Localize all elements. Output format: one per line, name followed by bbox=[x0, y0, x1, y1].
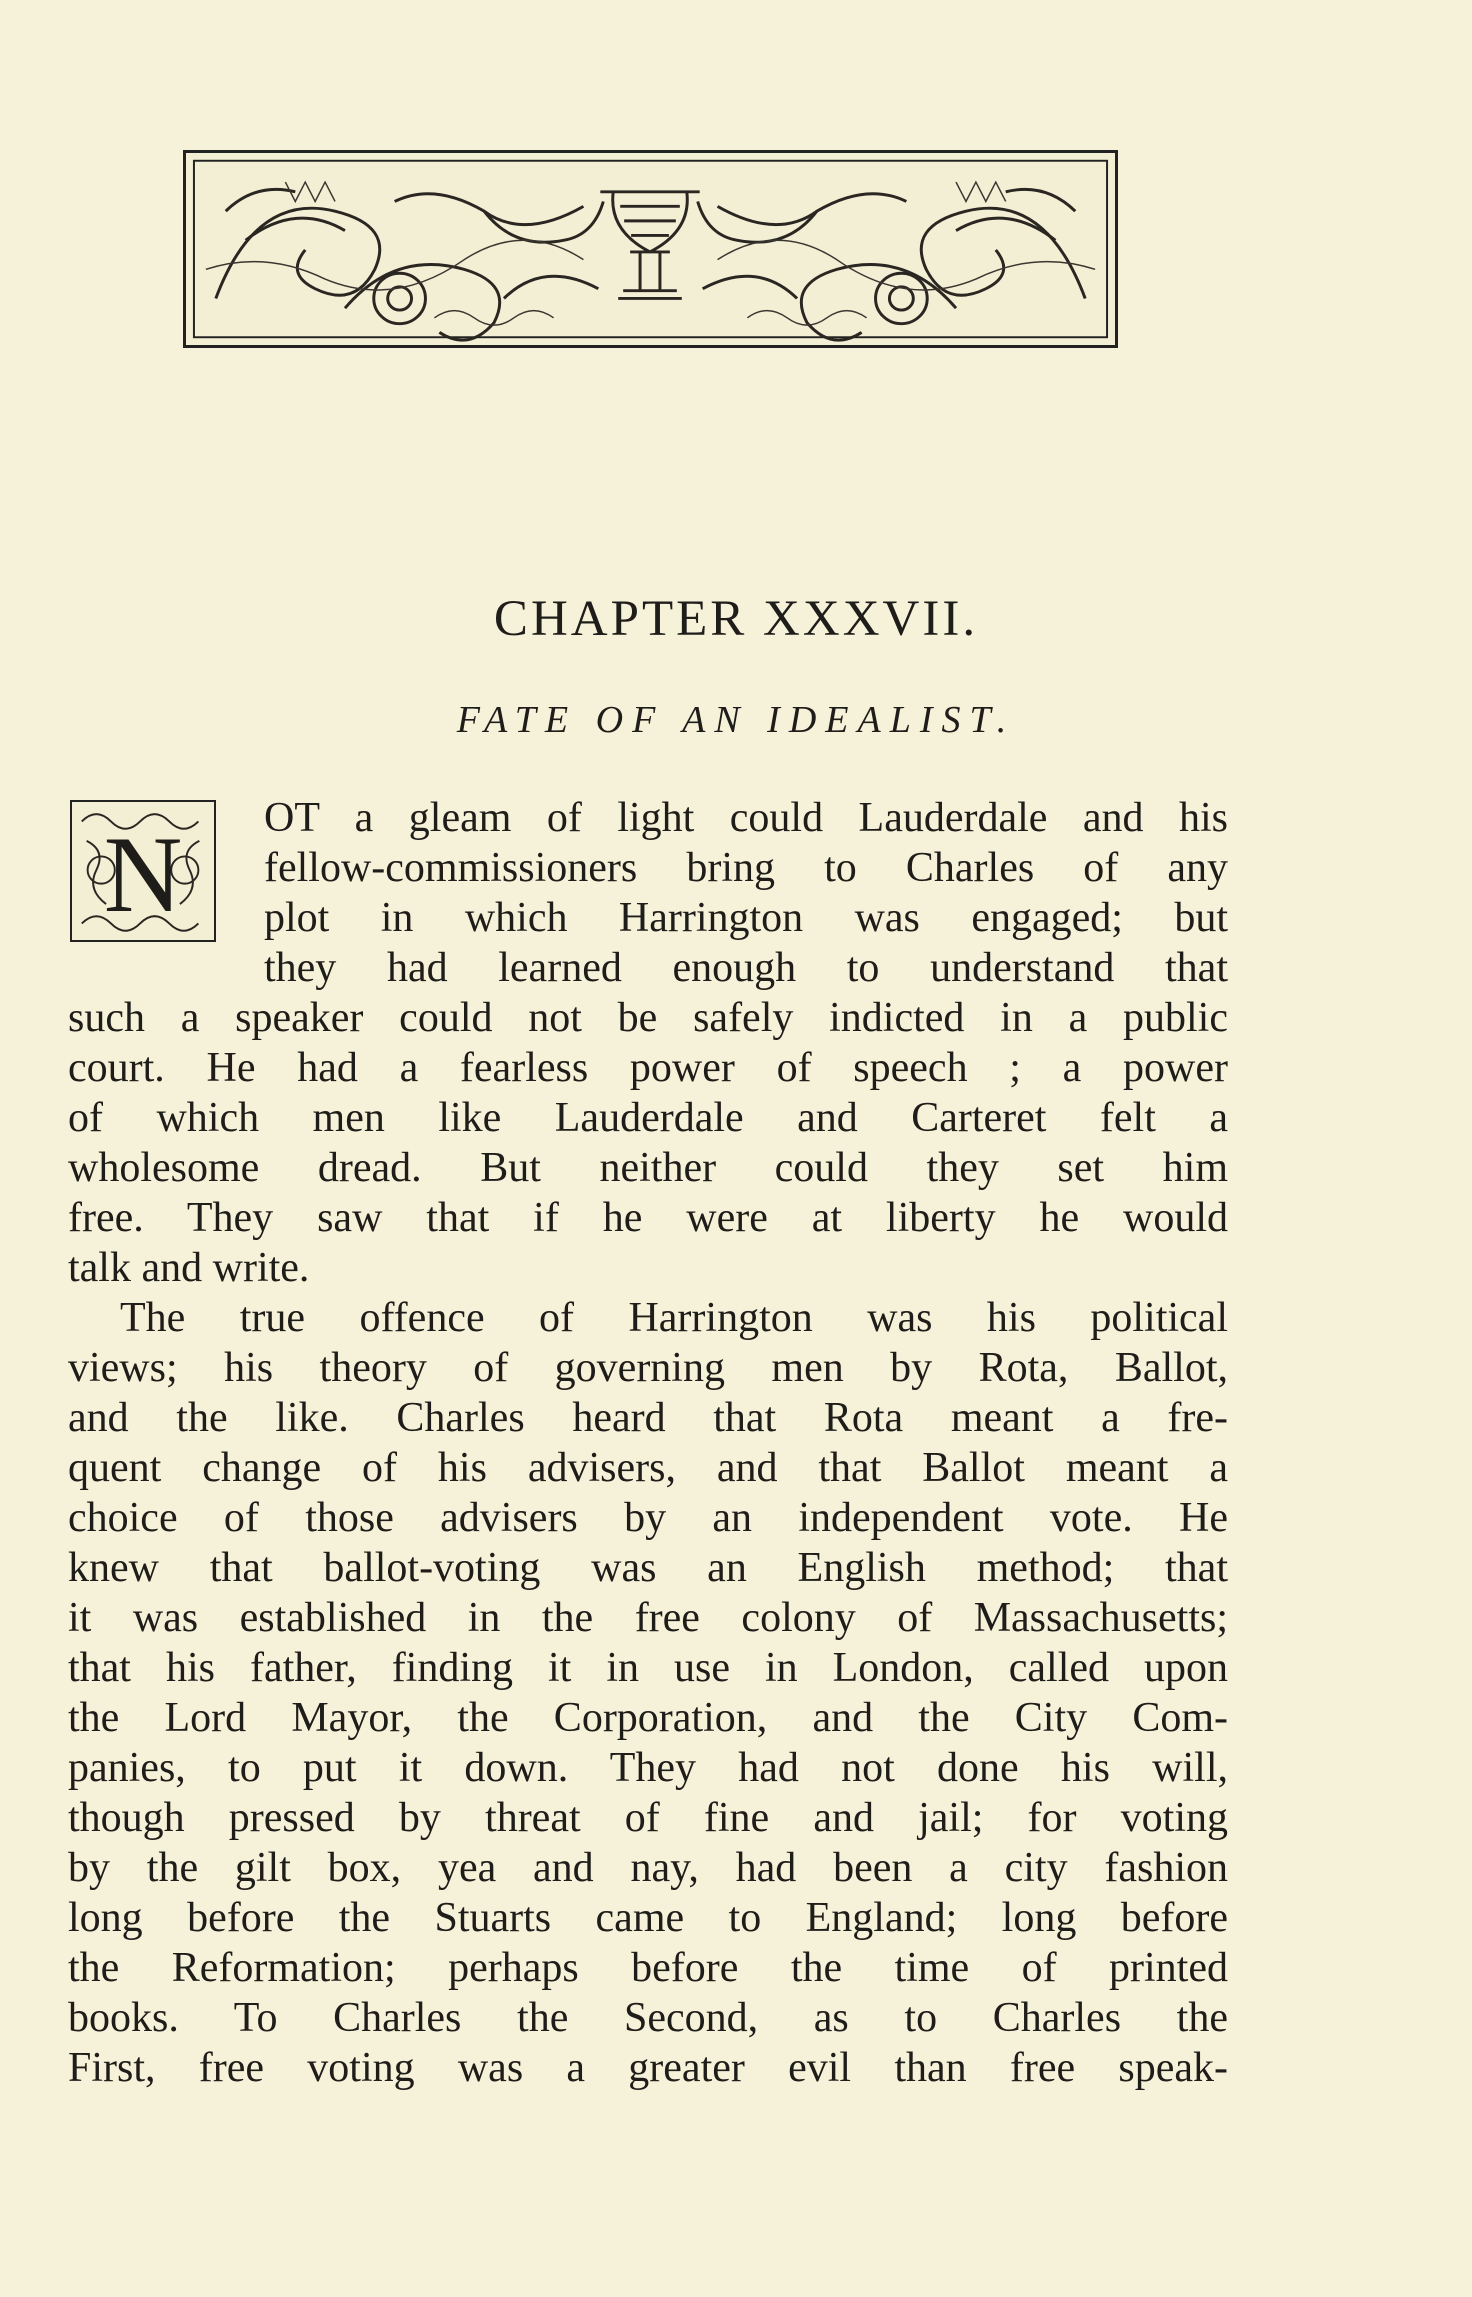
text-line: court. He had a fearless power of speech ; a power bbox=[68, 1045, 1228, 1091]
text-line: OT a gleam of light could Lauderdale and his bbox=[264, 795, 1228, 841]
text-line: it was established in the free colony of Massachusetts; bbox=[68, 1595, 1228, 1641]
text-line: plot in which Harrington was engaged; but bbox=[264, 895, 1228, 941]
dropcap-letter: N bbox=[103, 813, 183, 935]
text-line: knew that ballot-voting was an English method; that bbox=[68, 1545, 1228, 1591]
text-line: books. To Charles the Second, as to Charles the bbox=[68, 1995, 1228, 2041]
text-line: wholesome dread. But neither could they set him bbox=[68, 1145, 1228, 1191]
chapter-title: CHAPTER XXXVII. bbox=[493, 591, 979, 647]
text-line: fellow-commissioners bring to Charles of any bbox=[264, 845, 1228, 891]
text-line: panies, to put it down. They had not done his will, bbox=[68, 1745, 1228, 1791]
text-line: First, free voting was a greater evil than free speak- bbox=[68, 2045, 1228, 2091]
ornamental-headpiece bbox=[183, 150, 1118, 348]
text-line: the Lord Mayor, the Corporation, and the City Com- bbox=[68, 1695, 1228, 1741]
dropcap-ornament bbox=[70, 800, 216, 942]
text-line: quent change of his advisers, and that Ballot meant a bbox=[68, 1445, 1228, 1491]
text-line: of which men like Lauderdale and Carteret felt a bbox=[68, 1095, 1228, 1141]
text-line: talk and write. bbox=[68, 1245, 310, 1291]
text-line: the Reformation; perhaps before the time of printed bbox=[68, 1945, 1228, 1991]
dropcap-letter-icon bbox=[72, 802, 214, 940]
text-line: such a speaker could not be safely indicted in a public bbox=[68, 995, 1228, 1041]
chapter-subtitle: FATE OF AN IDEALIST. bbox=[456, 699, 1016, 741]
text-line: long before the Stuarts came to England; long before bbox=[68, 1895, 1228, 1941]
text-line: and the like. Charles heard that Rota meant a fre- bbox=[68, 1395, 1228, 1441]
text-line: that his father, finding it in use in London, called upon bbox=[68, 1645, 1228, 1691]
text-line: The true offence of Harrington was his political bbox=[120, 1295, 1228, 1341]
text-line: they had learned enough to understand that bbox=[264, 945, 1228, 991]
text-line: by the gilt box, yea and nay, had been a city fashion bbox=[68, 1845, 1228, 1891]
text-line: choice of those advisers by an independent vote. He bbox=[68, 1495, 1228, 1541]
text-line: views; his theory of governing men by Rota, Ballot, bbox=[68, 1345, 1228, 1391]
text-line: though pressed by threat of fine and jail; for voting bbox=[68, 1795, 1228, 1841]
headpiece-ornament-icon bbox=[186, 153, 1115, 345]
text-line: free. They saw that if he were at liberty he would bbox=[68, 1195, 1228, 1241]
